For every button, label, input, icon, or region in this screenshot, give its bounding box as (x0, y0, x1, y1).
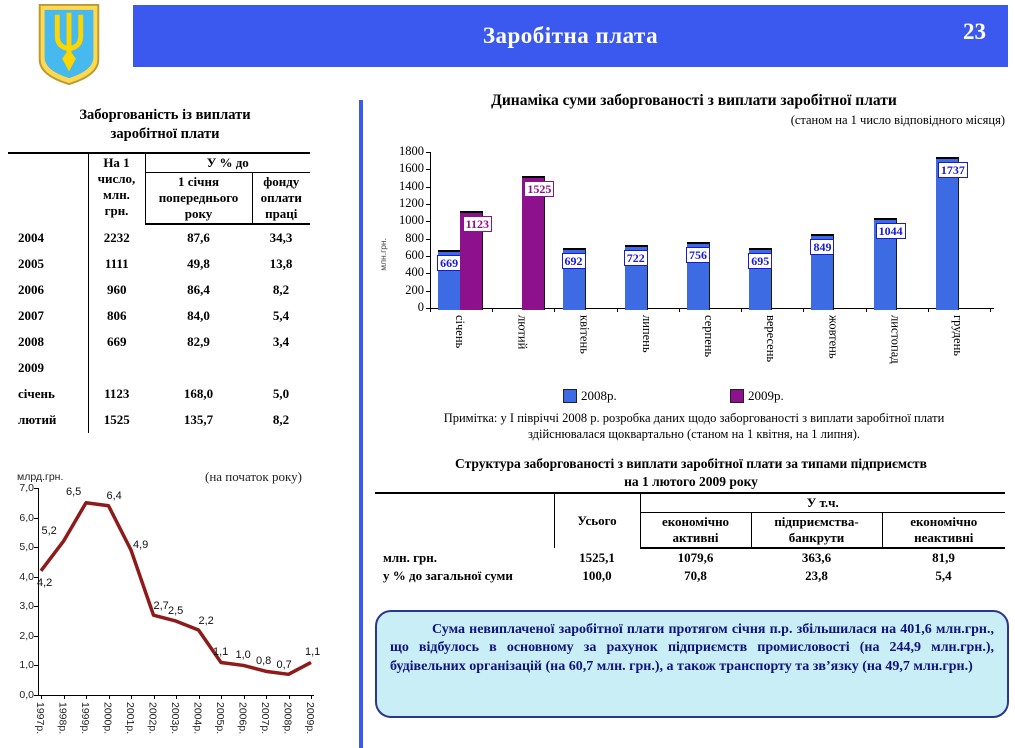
y-tick-label: 2,0 (19, 629, 34, 642)
y-tick-label: 7,0 (19, 482, 34, 494)
x-category-label: вересень (764, 315, 779, 363)
legend-swatch-2008 (563, 389, 577, 403)
col-header-span: У т.ч. (640, 493, 1005, 513)
y-axis-line (430, 152, 431, 308)
x-tick (176, 695, 177, 699)
row-label: січень (8, 381, 88, 407)
cell-value: 168,0 (183, 386, 214, 401)
row-label: у % до загальної суми (383, 568, 513, 583)
row-label: 2004 (8, 224, 88, 251)
table-row (8, 407, 310, 433)
cell-value: 8,2 (272, 412, 290, 427)
cell-value: 5,4 (935, 568, 952, 583)
point-value-label: 6,4 (106, 489, 122, 502)
y-tick-label: 1,0 (19, 659, 34, 672)
y-tick (426, 273, 430, 274)
cell-value: 806 (107, 308, 127, 323)
cell-value: 8,2 (272, 282, 290, 297)
y-tick-label: 1400 (399, 178, 424, 193)
y-tick (426, 291, 430, 292)
table-row (8, 303, 310, 329)
y-tick-label: 4,0 (19, 570, 34, 583)
y-tick-label: 1800 (399, 144, 424, 158)
x-year-label: 1998р. (56, 702, 69, 735)
bar-value-label: 722 (624, 250, 648, 266)
y-tick-label: 0 (417, 300, 424, 314)
y-tick (426, 169, 430, 170)
x-tick (430, 308, 431, 312)
col-header-total: Усього (554, 493, 640, 548)
point-value-label: 2,7 (153, 600, 169, 613)
x-year-label: 2009р. (304, 702, 316, 735)
col-header-span: У % до (145, 153, 310, 173)
table-row (8, 277, 310, 303)
x-tick (803, 308, 804, 312)
row-label: млн. грн. (383, 549, 438, 565)
x-tick (41, 695, 42, 699)
cell-value: 86,4 (187, 282, 210, 297)
cell-value (88, 355, 145, 381)
page-title: Заробітна плата (482, 23, 659, 48)
arrears-bar-chart (370, 138, 1015, 410)
row-label: 2009 (8, 355, 88, 381)
bar-value-label: 849 (810, 239, 834, 255)
point-value-label: 6,5 (66, 485, 82, 498)
cell-value: 363,6 (801, 550, 832, 565)
ukraine-coat-of-arms-icon (36, 2, 102, 86)
x-year-label: 2002р. (146, 702, 159, 735)
x-category-label: грудень (950, 315, 965, 356)
x-year-label: 1997р. (34, 702, 46, 735)
x-year-label: 1999р. (79, 702, 91, 735)
arrears-line-chart (5, 465, 337, 748)
point-value-label: 1,0 (235, 649, 251, 662)
x-category-label: лютий (515, 315, 530, 350)
cell-value: 1525,1 (579, 549, 615, 565)
cell-value: 2232 (103, 229, 130, 245)
y-tick-label: 800 (405, 230, 424, 245)
cell-value: 5,4 (272, 308, 290, 323)
row-label: лютий (8, 407, 88, 433)
x-axis-line (430, 308, 994, 309)
x-tick (866, 308, 867, 312)
row-label: 2006 (8, 277, 88, 303)
cell-value: 13,8 (269, 256, 293, 271)
point-value-label: 4,2 (37, 576, 53, 589)
x-year-label: 2000р. (101, 702, 114, 735)
x-year-label: 2005р. (214, 702, 226, 735)
debt-table (8, 152, 310, 433)
table-row (8, 251, 310, 277)
point-value-label: 2,2 (198, 614, 214, 627)
legend-label-2009: 2009р. (748, 388, 784, 403)
footnote-text: Примітка: у І півріччі 2008 р. розробка даних щодо заборгованості з виплати заробітної плати здійснювалася щоквартально (станом на 1 квітня, на 1 липня). (443, 411, 945, 441)
line-chart-unit-label: млрд.грн. (17, 471, 64, 483)
debt-table-body (8, 224, 310, 433)
x-tick (64, 695, 65, 699)
x-tick (492, 308, 493, 312)
cell-value: 669 (107, 334, 127, 349)
bar-value-label: 669 (437, 255, 461, 271)
x-tick (289, 695, 290, 699)
cell-value (145, 355, 252, 381)
y-tick-label: 600 (405, 248, 424, 262)
x-tick (109, 695, 110, 699)
structure-table-body (375, 548, 1005, 585)
cell-value: 960 (107, 282, 127, 297)
x-year-label: 2007р. (259, 702, 271, 735)
x-tick (741, 308, 742, 312)
col-header-amount: На 1 число, млн. грн. (88, 153, 145, 224)
x-category-label: жовтень (826, 315, 841, 359)
x-tick (199, 695, 200, 699)
x-tick (154, 695, 155, 699)
point-value-label: 4,9 (133, 539, 149, 552)
point-value-label: 1,1 (305, 646, 321, 659)
bar-value-label: 695 (748, 253, 772, 269)
table-row (8, 381, 310, 407)
y-tick-label: 0,0 (19, 689, 34, 701)
bar-value-label: 1525 (524, 181, 554, 197)
col-header-bankrupt: підприємства-банкрути (751, 513, 882, 549)
cell-value: 1079,6 (677, 550, 714, 565)
table-row (375, 567, 1005, 585)
cell-value: 87,6 (187, 230, 210, 245)
y-tick (426, 239, 430, 240)
cell-value: 81,9 (932, 550, 955, 565)
table-row (8, 224, 310, 251)
x-year-label: 2006р. (236, 702, 249, 735)
cell-value: 84,0 (187, 308, 210, 323)
cell-value: 3,4 (272, 334, 290, 349)
header-bar (133, 5, 1008, 67)
line-chart-note: (на початок року) (205, 469, 302, 484)
legend-swatch-2009 (730, 389, 744, 403)
bar-chart-unit-label: млн.грн. (378, 238, 388, 271)
debt-table-title: Заборгованість із виплати заробітної плати (79, 107, 251, 142)
col-header-prev-year: 1 січня попереднього року (145, 173, 252, 225)
x-category-label: квітень (577, 315, 592, 354)
y-tick-label: 6,0 (19, 511, 34, 524)
y-tick (426, 221, 430, 222)
x-category-label: серпень (702, 315, 716, 358)
cell-value: 70,8 (684, 568, 707, 583)
row-label: 2005 (8, 251, 88, 277)
y-tick-label: 200 (405, 282, 424, 297)
cell-value: 49,8 (187, 256, 210, 271)
point-value-label: 1,1 (213, 646, 229, 659)
x-tick (266, 695, 267, 699)
x-tick (311, 695, 312, 699)
bar-value-label: 692 (562, 253, 586, 269)
summary-box (375, 610, 1009, 718)
x-tick (928, 308, 929, 312)
cell-value: 100,0 (582, 568, 612, 583)
table-row (8, 355, 310, 381)
table-row (375, 548, 1005, 567)
cell-value: 1525 (103, 412, 130, 427)
x-tick (617, 308, 618, 312)
page-number: 23 (963, 19, 986, 44)
y-tick-label: 400 (405, 265, 424, 280)
table-row (8, 329, 310, 355)
cell-value: 135,7 (183, 412, 214, 427)
x-year-label: 2001р. (124, 702, 136, 735)
y-tick-label: 1600 (399, 161, 424, 176)
x-tick (86, 695, 87, 699)
x-tick (244, 695, 245, 699)
col-header-active: економічно активні (640, 513, 751, 549)
y-tick (426, 152, 430, 153)
vertical-divider (359, 100, 363, 748)
cell-value: 5,0 (272, 386, 290, 401)
y-tick-label: 1200 (399, 196, 424, 210)
bar-value-label: 1123 (463, 216, 492, 232)
cell-value: 23,8 (805, 568, 828, 583)
summary-text: Сума невиплаченої заробітної плати протягом січня п.р. збільшилася на 401,6 млн.грн., що відбулось в основному за рахунок підприємств промисловості (на 244,9 млн.грн.), будівельних організацій (на 60,7 млн. грн.), а також транспорту та зв’язку (на 49,7 млн.грн.) (390, 622, 994, 674)
cell-value (252, 355, 310, 381)
point-value-label: 5,2 (41, 525, 57, 538)
col-header-inactive: економічно неактивні (882, 513, 1005, 549)
y-tick-label: 3,0 (19, 600, 34, 613)
y-tick-label: 5,0 (19, 541, 34, 554)
point-value-label: 0,7 (276, 659, 292, 672)
x-tick (221, 695, 222, 699)
x-category-label: січень (453, 315, 468, 349)
cell-value: 34,3 (269, 230, 293, 245)
x-tick (990, 308, 991, 312)
bar-value-label: 1737 (938, 162, 968, 178)
row-label: 2007 (8, 303, 88, 329)
y-tick (426, 187, 430, 188)
point-value-label: 2,5 (168, 605, 184, 618)
bar-chart-title: Динаміка суми заборгованості з виплати заробітної плати (491, 92, 897, 109)
x-year-label: 2004р. (191, 702, 204, 735)
point-value-label: 0,8 (256, 655, 272, 668)
x-tick (554, 308, 555, 312)
bar-value-label: 1044 (876, 223, 906, 239)
cell-value: 1111 (104, 256, 129, 271)
bar-value-label: 756 (686, 247, 710, 263)
x-year-label: 2008р. (281, 702, 294, 735)
y-tick (426, 256, 430, 257)
cell-value: 82,9 (187, 334, 210, 349)
structure-table-title: Структура заборгованості з виплати заробітної плати за типами підприємств на 1 лютого 2009 року (455, 456, 927, 489)
structure-table (375, 492, 1005, 585)
col-header-payroll-fund: фонду оплати праці (252, 173, 310, 225)
x-tick (679, 308, 680, 312)
x-tick (131, 695, 132, 699)
x-category-label: листопад (888, 315, 903, 364)
legend-label-2008: 2008р. (581, 388, 617, 403)
y-tick (426, 204, 430, 205)
x-year-label: 2003р. (169, 702, 181, 735)
y-tick-label: 1000 (399, 213, 424, 228)
bar-chart-subtitle: (станом на 1 число відповідного місяця) (790, 113, 1005, 127)
row-label: 2008 (8, 329, 88, 355)
bar-грудень-2008р. (936, 157, 959, 310)
cell-value: 1123 (104, 386, 130, 401)
x-category-label: липень (639, 315, 654, 353)
